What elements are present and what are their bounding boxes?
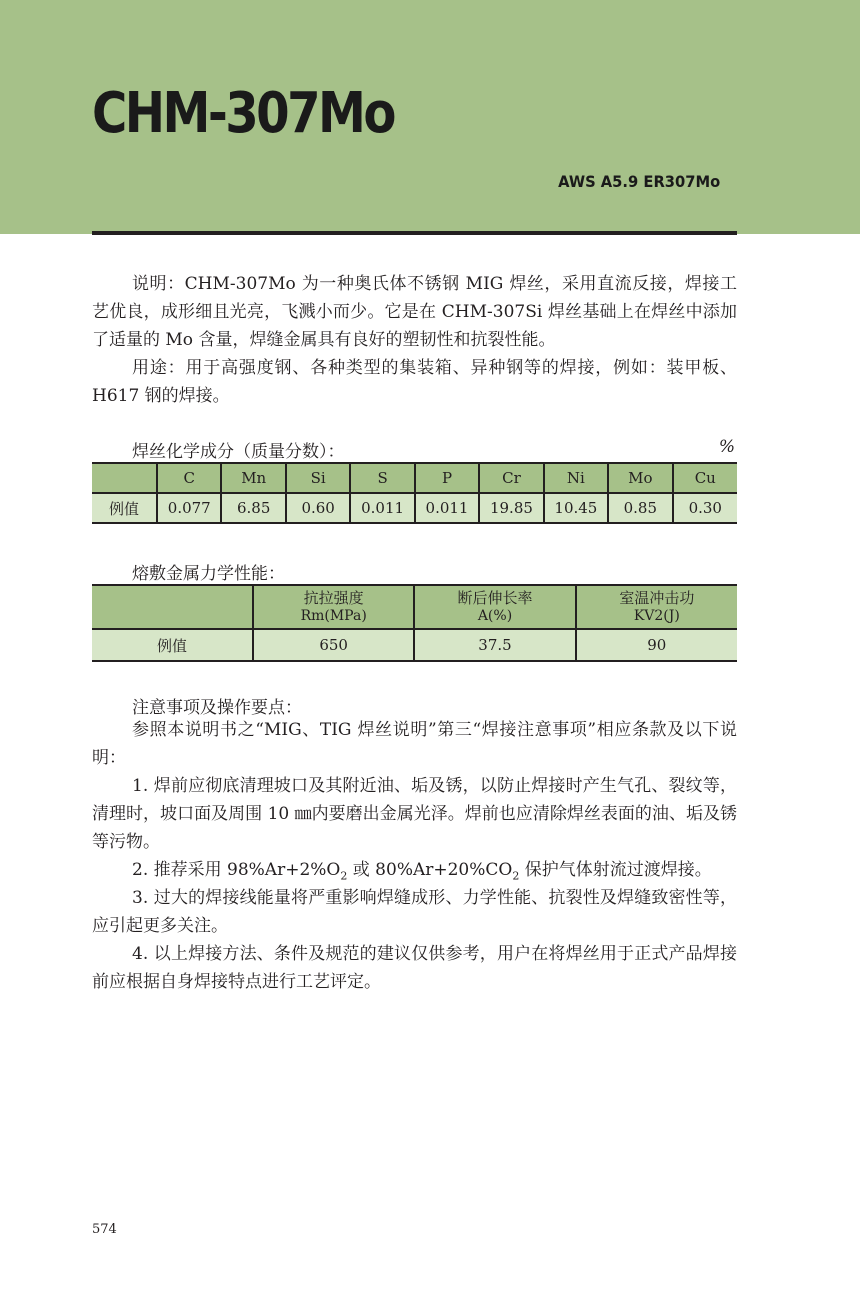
impact-energy-unit: KV2(J) — [633, 608, 680, 624]
chemical-row-label: 例值 — [109, 499, 140, 518]
mechanical-value-row — [92, 629, 737, 661]
elongation-value: 37.5 — [414, 629, 575, 661]
element-cr-value: 19.85 — [479, 493, 543, 523]
notes-item-4: 4. 以上焊接方法、条件及规范的建议仅供参考，用户在将焊丝用于正式产品焊接前应根据自身焊接特点进行工艺评定。 — [92, 944, 737, 992]
elongation-unit: A(%) — [477, 608, 513, 624]
mechanical-row-label: 例值 — [157, 636, 188, 655]
chemical-unit: % — [718, 437, 735, 457]
product-title: CHM-307Mo — [92, 81, 394, 146]
tensile-strength-unit: Rm(MPa) — [300, 608, 367, 624]
notes-item-1: 1. 焊前应彻底清理坡口及其附近油、垢及锈，以防止焊接时产生气孔、裂纹等，清理时，坡口面及周围 10 ㎜内要磨出金属光泽。焊前也应清除焊丝表面的油、垢及锈等污物。 — [92, 776, 737, 852]
elongation-name: 断后伸长率 — [457, 589, 533, 607]
page-number: 574 — [92, 1222, 117, 1237]
notes-item-3: 3. 过大的焊接线能量将严重影响焊缝成形、力学性能、抗裂性及焊缝致密性等，应引起更多关注。 — [92, 888, 737, 936]
elongation-header — [414, 585, 575, 629]
element-cu-header: Cu — [673, 463, 737, 493]
element-ni-header: Ni — [544, 463, 608, 493]
element-ni-value: 10.45 — [544, 493, 608, 523]
notes-item-2-pre: 2. 推荐采用 98%Ar+2%O — [132, 860, 341, 880]
notes-item-2-mid: 或 80%Ar+20%CO — [347, 860, 513, 880]
usage-paragraph — [92, 354, 737, 410]
impact-energy-header — [576, 585, 737, 629]
description-paragraph — [92, 270, 737, 354]
notes-heading: 注意事项及操作要点： — [132, 698, 302, 718]
description-label: 说明： — [132, 274, 185, 294]
element-si-value: 0.60 — [286, 493, 350, 523]
element-p-value: 0.011 — [415, 493, 479, 523]
notes-intro: 参照本说明书之“MIG、TIG 焊丝说明”第三“焊接注意事项”相应条款及以下说明： — [92, 720, 737, 768]
impact-energy-name: 室温冲击功 — [619, 589, 695, 607]
chemical-value-row — [92, 493, 737, 523]
element-mo-header: Mo — [608, 463, 672, 493]
chemical-heading: 焊丝化学成分（质量分数）： — [132, 442, 345, 462]
description-text: CHM-307Mo 为一种奥氏体不锈钢 MIG 焊丝，采用直流反接，焊接工艺优良，成形细且光亮，飞溅小而少。它是在 CHM-307Si 焊丝基础上在焊丝中添加了适量的 Mo 含量，焊缝金属具有良好的塑韧性和抗裂性能。 — [92, 274, 737, 350]
element-cr-header: Cr — [479, 463, 543, 493]
tensile-strength-value: 650 — [253, 629, 414, 661]
element-c-value: 0.077 — [157, 493, 221, 523]
mechanical-header-row — [92, 585, 737, 629]
mechanical-properties-table — [92, 584, 737, 662]
mechanical-heading: 熔敷金属力学性能： — [132, 564, 285, 584]
header-rule — [92, 231, 737, 235]
impact-energy-value: 90 — [576, 629, 737, 661]
element-c-header: C — [157, 463, 221, 493]
element-si-header: Si — [286, 463, 350, 493]
co2-subscript: 2 — [512, 869, 520, 883]
mechanical-corner-cell — [92, 585, 253, 629]
tensile-strength-header — [253, 585, 414, 629]
product-standard: AWS A5.9 ER307Mo — [557, 172, 720, 191]
element-p-header: P — [415, 463, 479, 493]
usage-text: 用于高强度钢、各种类型的集装箱、异种钢等的焊接，例如：装甲板、H617 钢的焊接。 — [92, 358, 738, 406]
element-mn-value: 6.85 — [221, 493, 285, 523]
element-mo-value: 0.85 — [608, 493, 672, 523]
header-band — [0, 0, 860, 234]
tensile-strength-name: 抗拉强度 — [303, 589, 364, 607]
element-cu-value: 0.30 — [673, 493, 737, 523]
oxygen-subscript: 2 — [340, 869, 348, 883]
chemical-composition-table — [92, 462, 737, 524]
usage-label: 用途： — [132, 358, 186, 378]
element-mn-header: Mn — [221, 463, 285, 493]
element-s-value: 0.011 — [350, 493, 414, 523]
element-s-header: S — [350, 463, 414, 493]
notes-item-2-post: 保护气体射流过渡焊接。 — [519, 860, 712, 880]
chemical-corner-cell — [92, 463, 157, 493]
chemical-header-row — [92, 463, 737, 493]
